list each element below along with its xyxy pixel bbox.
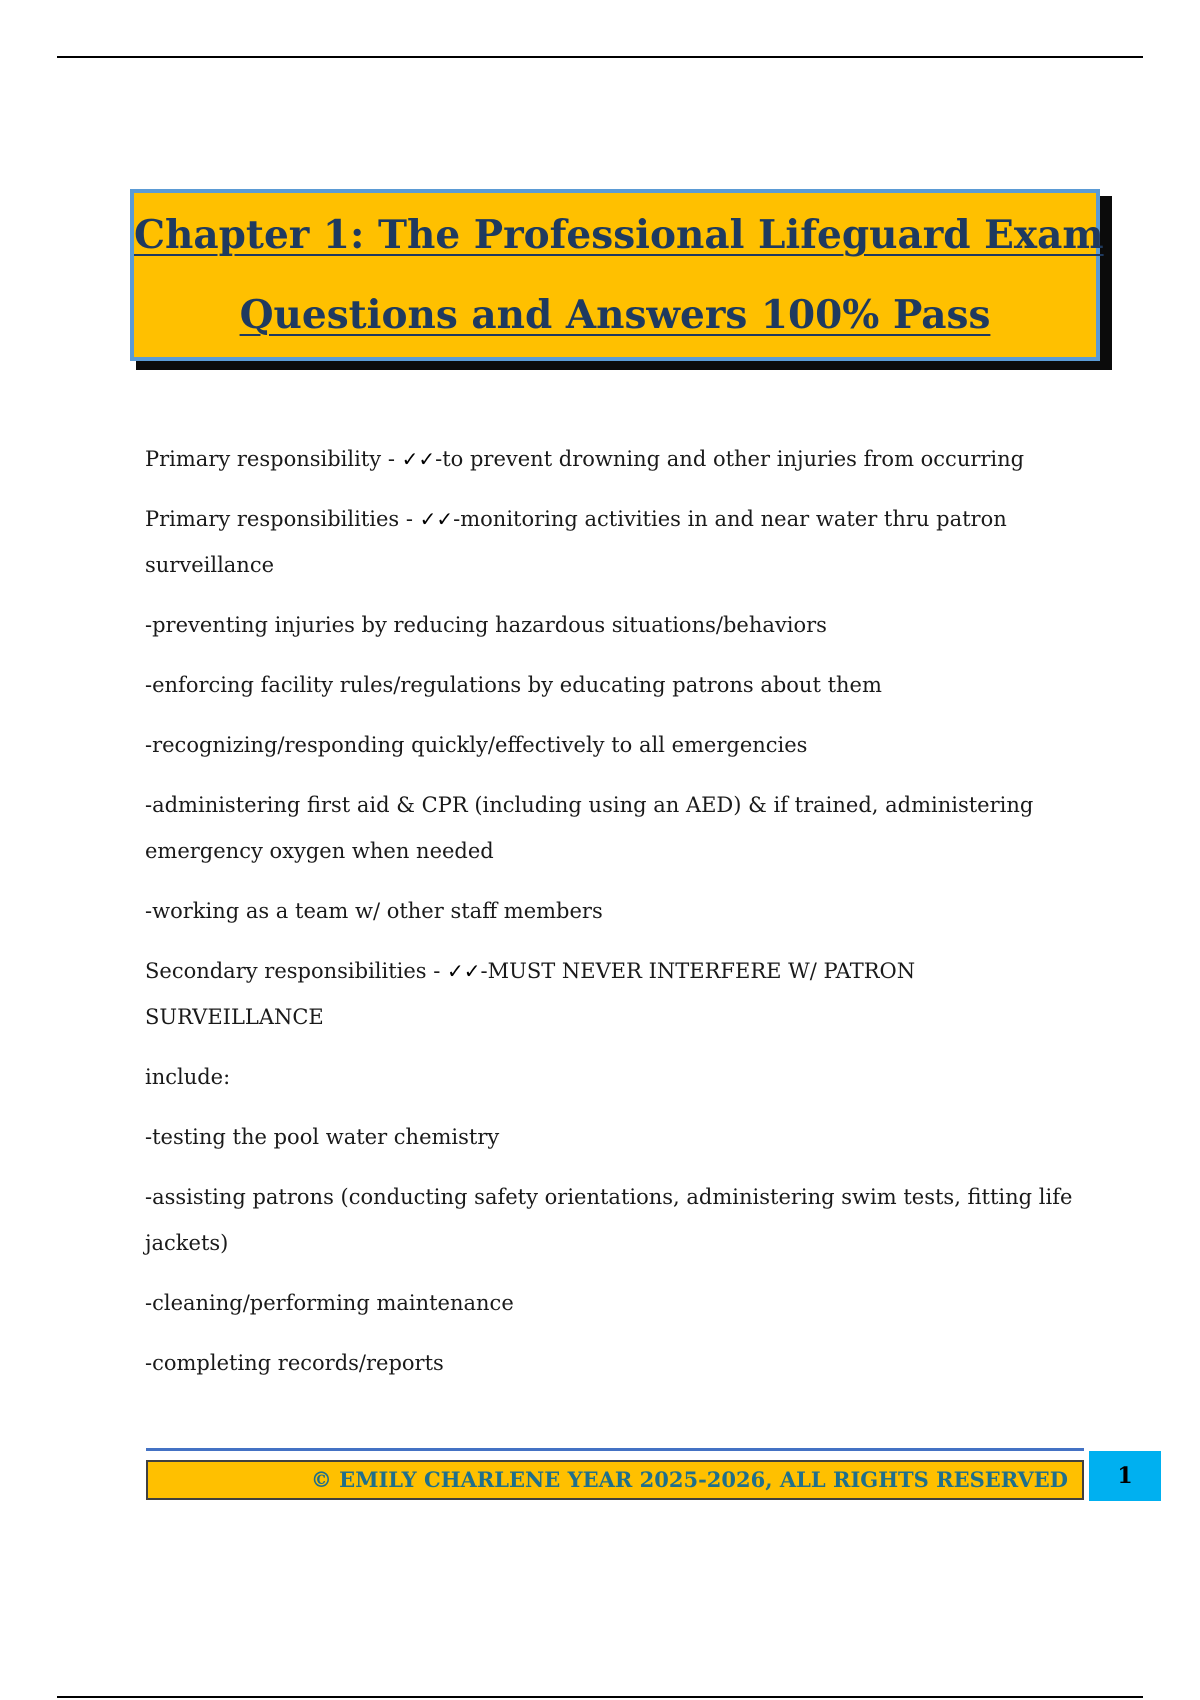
footer-copyright: © EMILY CHARLENE YEAR 2025-2026, ALL RIGHTS RESERVED: [146, 1460, 1084, 1500]
list-item: -completing records/reports: [145, 1351, 444, 1375]
list-item: -cleaning/performing maintenance: [145, 1291, 514, 1315]
qa-answer: -to prevent drowning and other injuries from occurring: [435, 447, 1025, 471]
qa-answer: -monitoring activities in and near water thru patron surveillance: [145, 507, 1007, 577]
double-check-icon: ✓✓: [419, 507, 454, 531]
list-item: -assisting patrons (conducting safety orientations, administering swim tests, fitting life jackets): [145, 1185, 1073, 1255]
list-item: -preventing injuries by reducing hazardous situations/behaviors: [145, 613, 827, 637]
list-item: -administering first aid & CPR (including using an AED) & if trained, administering emergency oxygen when needed: [145, 793, 1034, 863]
double-check-icon: ✓✓: [447, 959, 481, 983]
qa-item-primary-responsibilities: [145, 496, 1090, 588]
title-line-1: Chapter 1: The Professional Lifeguard Exam: [134, 212, 1104, 258]
list-item: -working as a team w/ other staff members: [145, 899, 603, 923]
title-banner: [130, 189, 1104, 361]
bottom-rule: [57, 1696, 1143, 1698]
qa-item-primary-responsibility: [145, 436, 1090, 482]
double-check-icon: ✓✓: [401, 447, 436, 471]
list-item: include:: [145, 1065, 231, 1089]
qa-term: Secondary responsibilities -: [145, 959, 448, 983]
title-line-2: Questions and Answers 100% Pass: [239, 292, 991, 338]
qa-term: Primary responsibilities -: [145, 507, 420, 531]
list-item: -testing the pool water chemistry: [145, 1125, 500, 1149]
footer-rule: [146, 1448, 1084, 1451]
qa-item-secondary-responsibilities: [145, 948, 1090, 1040]
top-rule: [57, 56, 1143, 58]
list-item: -enforcing facility rules/regulations by educating patrons about them: [145, 673, 882, 697]
page-number: 1: [1089, 1451, 1161, 1501]
qa-term: Primary responsibility -: [145, 447, 402, 471]
list-item: -recognizing/responding quickly/effectively to all emergencies: [145, 733, 808, 757]
qa-answer: -MUST NEVER INTERFERE W/ PATRON SURVEILLANCE: [145, 959, 916, 1029]
document-body: [145, 436, 1090, 1400]
